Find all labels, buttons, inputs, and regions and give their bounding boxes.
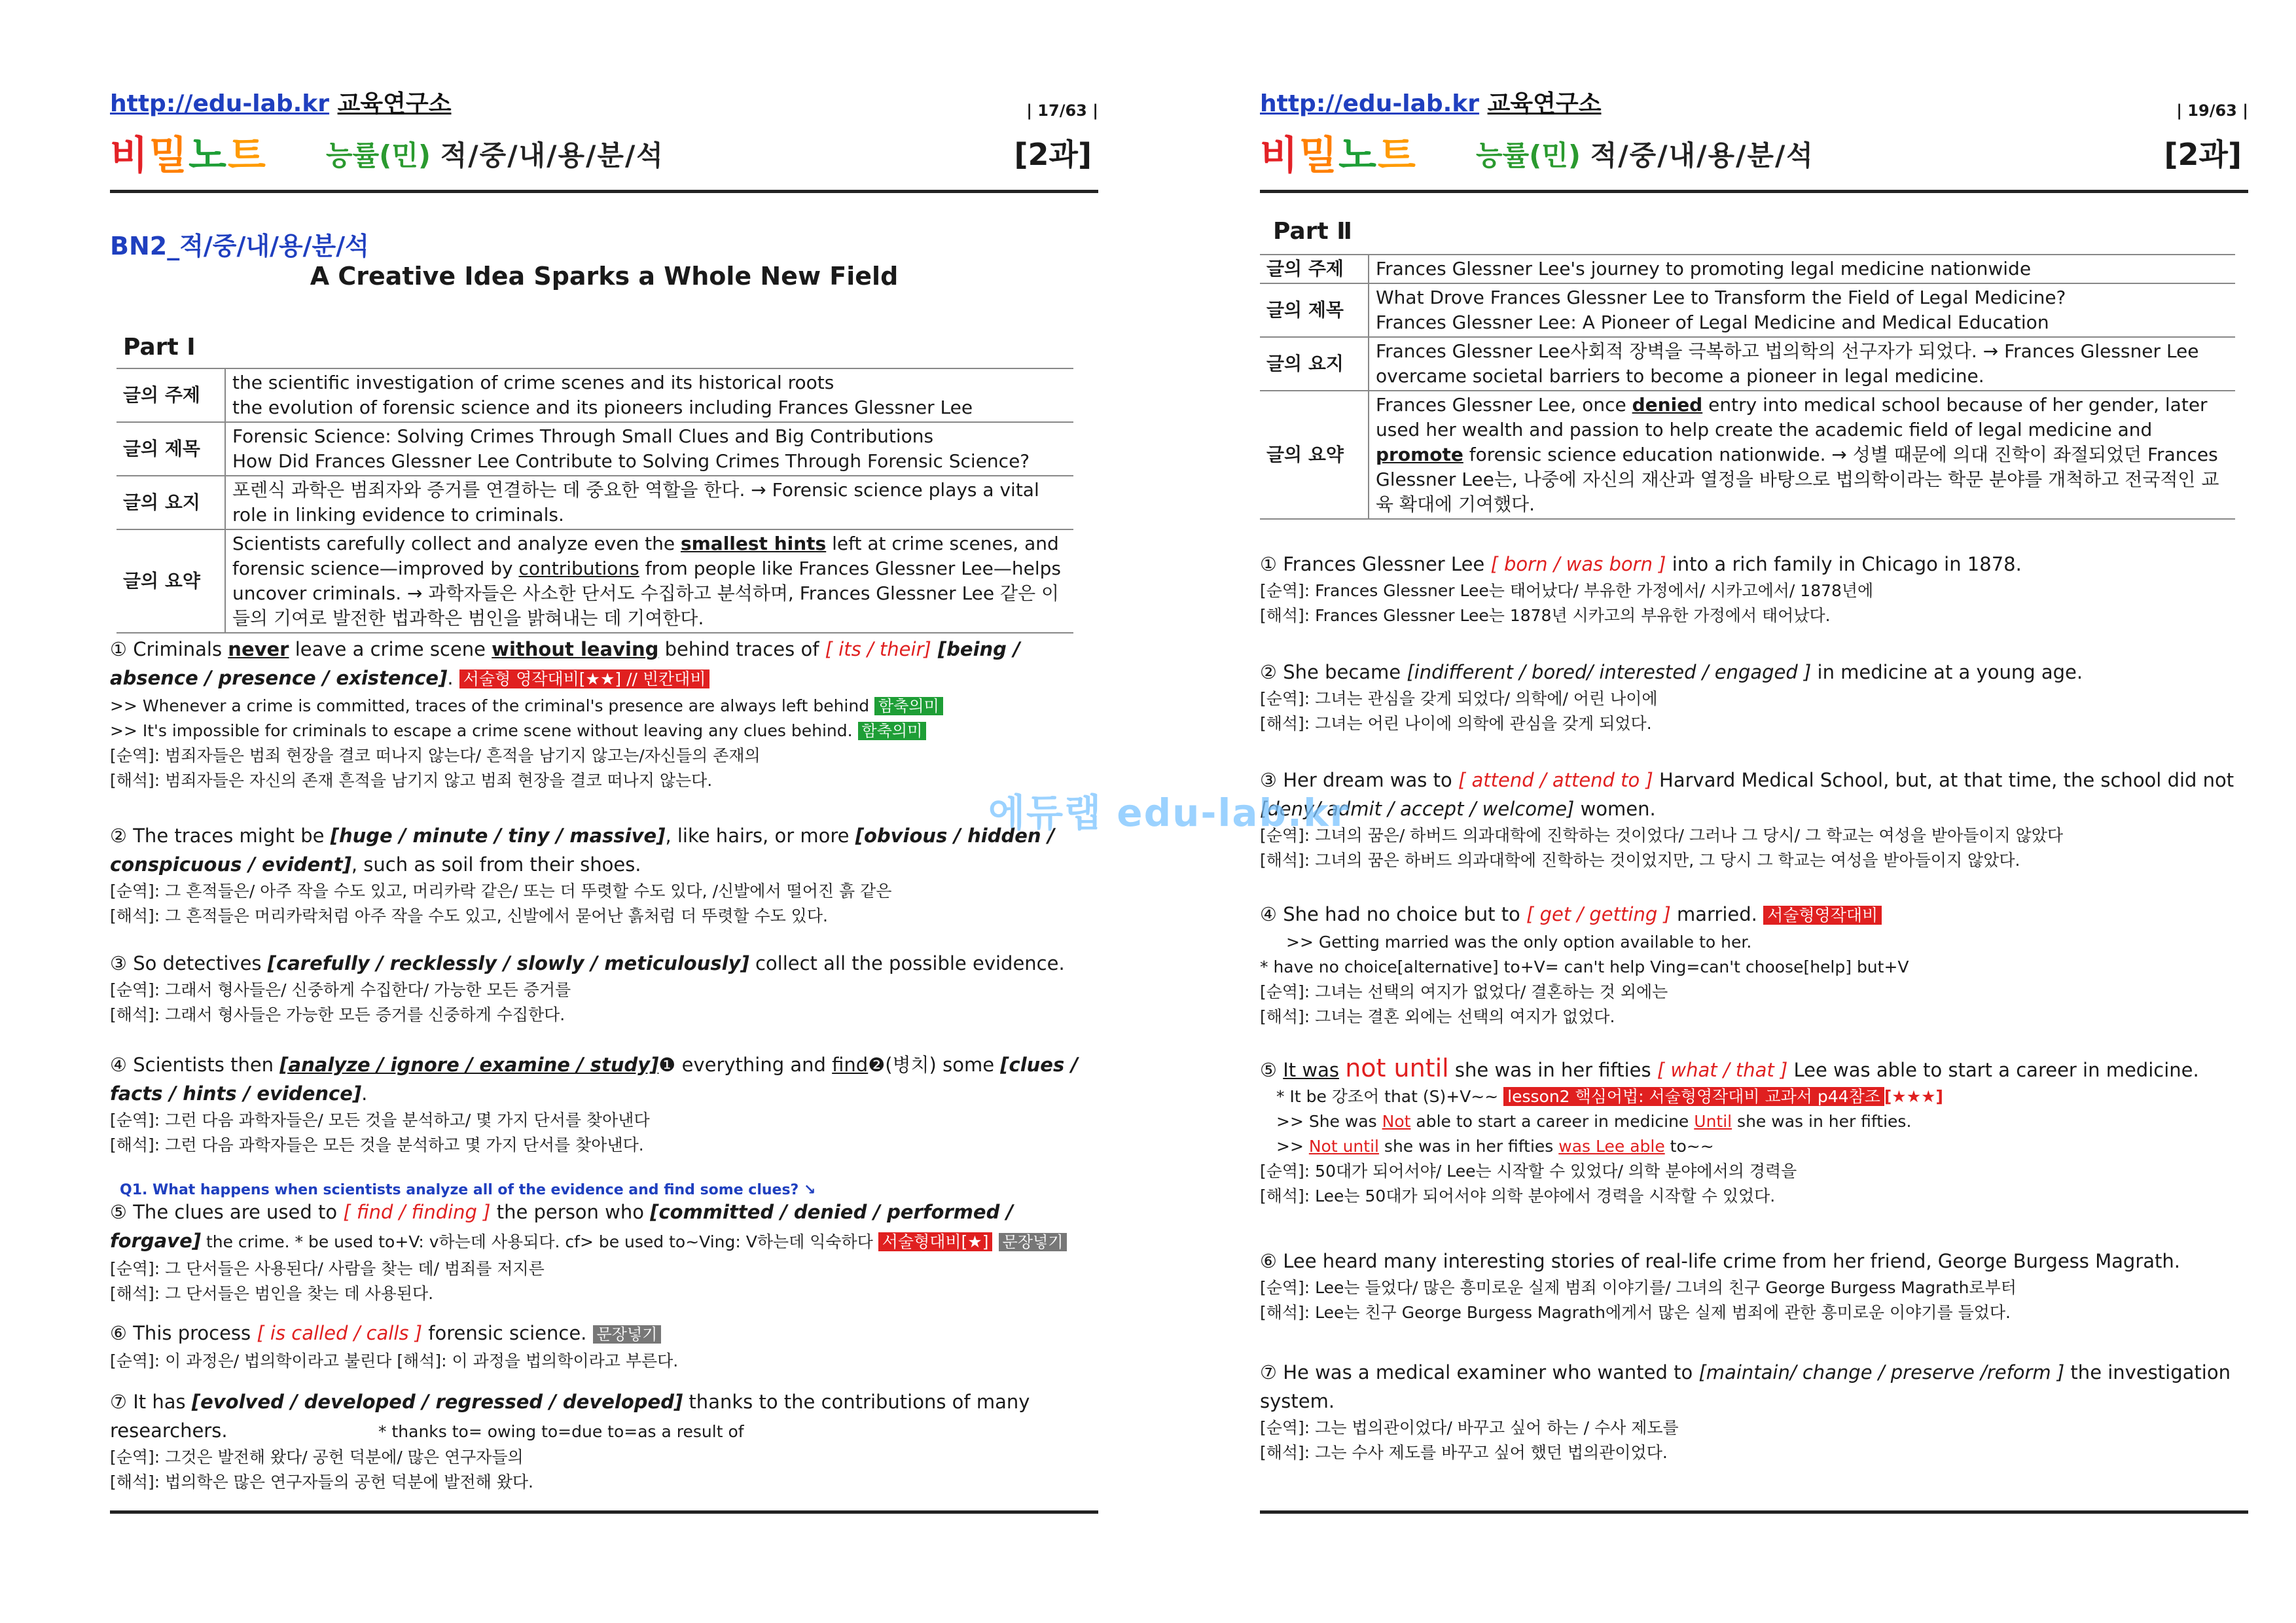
brand-logo bbox=[110, 124, 267, 181]
exam-tag: 서술형영작대비 bbox=[1763, 906, 1882, 925]
sentence-number: ① bbox=[1260, 553, 1277, 575]
row-label: 글의 제목 bbox=[1260, 283, 1369, 337]
choice-option: [ get / getting ] bbox=[1526, 903, 1671, 925]
sentence-1 bbox=[1260, 550, 2248, 628]
literal-translation: [순역]: 그 흔적들은/ 아주 작을 수도 있고, 머리카락 같은/ 또는 더 뚜렷할 수도 있다, /신발에서 떨어진 흙 같은 bbox=[110, 882, 892, 901]
note: to~~ bbox=[1664, 1137, 1714, 1156]
row-label: 글의 요약 bbox=[117, 529, 225, 633]
brand-char: 비 bbox=[1260, 133, 1299, 179]
subject-title bbox=[326, 134, 664, 173]
summary-keyword: smallest hints bbox=[680, 533, 827, 554]
site-link[interactable]: http://edu-lab.kr bbox=[1260, 90, 1480, 117]
right-page bbox=[1260, 0, 2248, 1571]
choice-option: [ its / their] bbox=[825, 638, 931, 660]
literal-translation: [순역]: 그녀의 꿈은/ 하버드 의과대학에 진학하는 것이었다/ 그러나 그 당시/ 그 학교는 여성을 받아들이지 않았다 bbox=[1260, 826, 2064, 845]
keyword: Not until bbox=[1308, 1137, 1379, 1156]
analysis-title: 적/중/내/용/분/석 bbox=[1590, 139, 1814, 171]
page-number: | 17/63 | bbox=[1026, 101, 1098, 120]
translation: [순역]: 이 과정은/ 법의학이라고 불린다 [해석]: 이 과정을 법의학이라고 부른다. bbox=[110, 1351, 679, 1370]
keyword: without leaving bbox=[492, 638, 659, 660]
sentence-number: ⑤ bbox=[110, 1201, 127, 1223]
row-label: 글의 요지 bbox=[117, 476, 225, 529]
sentence-4 bbox=[110, 1050, 1098, 1158]
brand-char: 노 bbox=[1338, 133, 1378, 179]
sentence-number: ⑥ bbox=[110, 1322, 127, 1344]
literal-translation: [순역]: 범죄자들은 범죄 현장을 결코 떠나지 않는다/ 흔적을 남기지 않고는/자신들의 존재의 bbox=[110, 746, 761, 765]
passage-title: A Creative Idea Sparks a Whole New Field bbox=[310, 262, 899, 291]
sentence-5 bbox=[1260, 1054, 2248, 1209]
row-label: 글의 제목 bbox=[117, 422, 225, 476]
choice-option: [indifferent / bored/ interested / engaged ] bbox=[1407, 661, 1812, 683]
sentence-number: ⑦ bbox=[110, 1391, 127, 1413]
row-value bbox=[1369, 283, 2235, 337]
literal-translation: [순역]: 50대가 되어서야/ Lee는 시작할 수 있었다/ 의학 분야에서의 경력을 bbox=[1260, 1162, 1797, 1181]
summary-row-summary bbox=[117, 529, 1073, 633]
brand-char: 비 bbox=[110, 133, 149, 179]
sentence-text: Frances Glessner Lee bbox=[1277, 553, 1491, 575]
note: she was in her fifties bbox=[1378, 1137, 1559, 1156]
note: >> bbox=[1276, 1137, 1309, 1156]
sentence-text: Harvard Medical School, but, at that time, the school did not bbox=[1653, 769, 2234, 791]
literal-translation: [순역]: Frances Glessner Lee는 태어났다/ 부유한 가정에서/ 시카고에서/ 1878년에 bbox=[1260, 581, 1874, 600]
exam-tag: 서술형 영작대비[★★] // 빈칸대비 bbox=[459, 669, 710, 688]
topic-line: the scientific investigation of crime scenes and its historical roots bbox=[232, 372, 834, 393]
sentence-7 bbox=[1260, 1358, 2248, 1465]
brand-char: 트 bbox=[227, 133, 267, 179]
sentence-number: ② bbox=[1260, 661, 1277, 683]
sentence-number: ④ bbox=[1260, 903, 1277, 925]
row-value bbox=[225, 529, 1073, 633]
choice-option: [obvious / hidden / conspicuous / evident] bbox=[110, 825, 1055, 876]
translation: [해석]: 그녀는 어린 나이에 의학에 관심을 갖게 되었다. bbox=[1260, 714, 1652, 733]
grammar-note: the crime. * be used to+V: v하는데 사용되다. cf> be used to~Ving: V하는데 익숙하다 bbox=[201, 1232, 878, 1251]
sentence-text: thanks to the contributions of many researchers. bbox=[110, 1391, 1030, 1442]
choice-option: [committed / denied / performed / forgave] bbox=[110, 1201, 1014, 1252]
sentence-text: She became bbox=[1277, 661, 1407, 683]
header-divider bbox=[1260, 190, 2248, 193]
sentence-text: She had no choice but to bbox=[1277, 903, 1527, 925]
translation: [해석]: 그는 수사 제도를 바꾸고 싶어 했던 법의관이었다. bbox=[1260, 1443, 1668, 1462]
sentence-3 bbox=[110, 949, 1098, 1027]
row-label: 글의 주제 bbox=[1260, 255, 1369, 283]
exam-tag: 서술형대비[★] bbox=[878, 1232, 993, 1251]
choice-option: [ find / finding ] bbox=[343, 1201, 491, 1223]
school-name: 능률(민) bbox=[1476, 139, 1581, 171]
choice-option: [ what / that ] bbox=[1657, 1059, 1788, 1081]
sentence-number: ① bbox=[110, 638, 127, 660]
note: she was in her fifties. bbox=[1732, 1112, 1912, 1131]
sentence-text: The clues are used to bbox=[127, 1201, 344, 1223]
choice-option: [ born / was born ] bbox=[1490, 553, 1666, 575]
sentence-text: everything and bbox=[675, 1054, 833, 1076]
brand-char: 노 bbox=[188, 133, 228, 179]
brand-logo bbox=[1260, 124, 1417, 181]
insertion-tag: 문장넣기 bbox=[593, 1325, 662, 1344]
summary-row-topic bbox=[117, 368, 1073, 422]
row-value: 포렌식 과학은 범죄자와 증거를 연결하는 데 중요한 역할을 한다. → Forensic science plays a vital role in linking evidence to criminals. bbox=[225, 476, 1073, 529]
sentence-text: , such as soil from their shoes. bbox=[351, 853, 641, 876]
keyword: It was bbox=[1283, 1059, 1339, 1081]
title-line: How Did Frances Glessner Lee Contribute to Solving Crimes Through Forensic Science? bbox=[232, 450, 1030, 472]
sentence-2 bbox=[1260, 658, 2248, 736]
sentence-3 bbox=[1260, 766, 2248, 873]
footer-divider bbox=[110, 1510, 1098, 1514]
note: >> She was bbox=[1276, 1112, 1382, 1131]
summary-text: forensic science education nationwide. → 성별 때문에 의대 진학이 좌절되었던 Frances Glessner Lee는, 나중에 자신의 재산과 열정을 바탕으로 법의학이라는 학문 분야를 개척하고 전국적인 교육 확대에 기여했다. bbox=[1376, 444, 2219, 515]
sentence-text: He was a medical examiner who wanted to bbox=[1277, 1361, 1699, 1383]
summary-table bbox=[1260, 254, 2235, 520]
note: >> Whenever a crime is committed, traces of the criminal's presence are always left behind bbox=[110, 696, 875, 715]
exam-tag: lesson2 핵심어법: 서술형영작대비 교과서 p44참조 bbox=[1503, 1087, 1884, 1106]
sentence-text: leave a crime scene bbox=[289, 638, 492, 660]
literal-translation: [순역]: 그런 다음 과학자들은/ 모든 것을 분석하고/ 몇 가지 단서를 찾아낸다 bbox=[110, 1111, 650, 1130]
keyword: Not bbox=[1382, 1112, 1411, 1131]
summary-keyword: denied bbox=[1632, 394, 1703, 416]
sentence-text: Scientists then bbox=[127, 1054, 280, 1076]
literal-translation: [순역]: 그래서 형사들은/ 신중하게 수집한다/ 가능한 모든 증거를 bbox=[110, 980, 571, 999]
analysis-title: 적/중/내/용/분/석 bbox=[440, 139, 664, 171]
sentence-text: Criminals bbox=[127, 638, 228, 660]
sentence-text: Lee was able to start a career in medicine. bbox=[1787, 1059, 2199, 1081]
sentence-text: Lee heard many interesting stories of real-life crime from her friend, George Burgess Magrath. bbox=[1277, 1250, 2180, 1272]
sentence-5 bbox=[110, 1198, 1098, 1306]
choice-option: [analyze / ignore / examine / study] bbox=[279, 1054, 659, 1076]
sentence-text: So detectives bbox=[127, 952, 268, 974]
row-value bbox=[225, 422, 1073, 476]
note: >> It's impossible for criminals to escape a crime scene without leaving any clues behind. bbox=[110, 721, 858, 740]
sentence-number: ③ bbox=[1260, 769, 1277, 791]
sentence-2 bbox=[110, 821, 1098, 929]
lesson-label: [2과] bbox=[1014, 137, 1092, 172]
literal-translation: [순역]: Lee는 들었다/ 많은 흥미로운 실제 범죄 이야기를/ 그녀의 친구 George Burgess Magrath로부터 bbox=[1260, 1278, 2017, 1297]
sentence-6 bbox=[110, 1319, 1098, 1374]
translation: [해석]: 그런 다음 과학자들은 모든 것을 분석하고 몇 가지 단서를 찾아낸다. bbox=[110, 1135, 644, 1154]
org-name: 교육연구소 bbox=[337, 90, 452, 117]
translation: [해석]: 그 단서들은 범인을 찾는 데 사용된다. bbox=[110, 1284, 434, 1303]
brand-char: 밀 bbox=[1299, 133, 1338, 179]
lesson-label: [2과] bbox=[2164, 137, 2242, 172]
row-value: Frances Glessner Lee's journey to promoting legal medicine nationwide bbox=[1369, 255, 2235, 283]
literal-translation: [순역]: 그녀는 선택의 여지가 없었다/ 결혼하는 것 외에는 bbox=[1260, 982, 1668, 1001]
implication-tag: 함축의미 bbox=[874, 697, 943, 715]
sentence-text: It has bbox=[127, 1391, 192, 1413]
translation: [해석]: 법의학은 많은 연구자들의 공헌 덕분에 발전해 왔다. bbox=[110, 1472, 533, 1491]
sentence-text: married. bbox=[1670, 903, 1764, 925]
row-label: 글의 요약 bbox=[1260, 391, 1369, 519]
note: able to start a career in medicine bbox=[1410, 1112, 1695, 1131]
keyword: never bbox=[228, 638, 289, 660]
choice-option: [ is called / calls ] bbox=[257, 1322, 423, 1344]
row-value bbox=[1369, 391, 2235, 519]
org-name: 교육연구소 bbox=[1487, 90, 1602, 117]
school-name: 능률(민) bbox=[326, 139, 431, 171]
sentence-text: into a rich family in Chicago in 1878. bbox=[1666, 553, 2022, 575]
header-url bbox=[110, 85, 451, 118]
translation: [해석]: 그녀의 꿈은 하버드 의과대학에 진학하는 것이었지만, 그 당시 그 학교는 여성을 받아들이지 않았다. bbox=[1260, 851, 2020, 870]
literal-translation: [순역]: 그는 법의관이었다/ 바꾸고 싶어 하는 / 수사 제도를 bbox=[1260, 1418, 1679, 1437]
choice-option: [clues / facts / hints / evidence] bbox=[110, 1054, 1078, 1105]
sentence-text: the person who bbox=[490, 1201, 651, 1223]
choice-option: [carefully / recklessly / slowly / meticulously] bbox=[267, 952, 749, 974]
topic-line: the evolution of forensic science and its pioneers including Frances Glessner Lee bbox=[232, 397, 973, 418]
row-label: 글의 주제 bbox=[117, 368, 225, 422]
row-value bbox=[225, 368, 1073, 422]
implication-tag: 함축의미 bbox=[858, 722, 927, 740]
translation: [해석]: Frances Glessner Lee는 1878년 시카고의 부유한 가정에서 태어났다. bbox=[1260, 606, 1831, 625]
sentence-text: she was in her fifties bbox=[1448, 1059, 1657, 1081]
sentence-text: forensic science. bbox=[422, 1322, 593, 1344]
choice-option: [huge / minute / tiny / massive] bbox=[330, 825, 666, 847]
sentence-text: women. bbox=[1574, 798, 1656, 820]
sentence-number: ③ bbox=[110, 952, 127, 974]
header-url bbox=[1260, 85, 1601, 118]
literal-translation: [순역]: 그녀는 관심을 갖게 되었다/ 의학에/ 어린 나이에 bbox=[1260, 689, 1658, 708]
page-number: | 19/63 | bbox=[2176, 101, 2248, 120]
sentence-number: ⑤ bbox=[1260, 1059, 1277, 1081]
note: >> Getting married was the only option available to her. bbox=[1286, 933, 1752, 952]
keyword: was Lee able bbox=[1558, 1137, 1665, 1156]
brand-char: 밀 bbox=[149, 133, 188, 179]
sentence-number: ② bbox=[110, 825, 127, 847]
title-line: What Drove Frances Glessner Lee to Transform the Field of Legal Medicine? bbox=[1376, 287, 2066, 308]
keyword: find bbox=[832, 1054, 869, 1076]
choice-option: [ attend / attend to ] bbox=[1458, 769, 1653, 791]
part-title: Part Ⅱ bbox=[1273, 218, 1352, 245]
watermark: 에듀랩 edu-lab.kr bbox=[988, 791, 1350, 835]
summary-text: from people like Frances Glessner Lee—helps uncover criminals. → 과학자들은 사소한 단서도 수집하고 분석하며, Frances Glessner Lee 같은 이들의 기여로 발전한 법과학은 범인을 밝혀내는 데 기여한다. bbox=[232, 558, 1061, 629]
grammar-note: * It be 강조어 that (S)+V~~ bbox=[1276, 1087, 1504, 1106]
summary-keyword: promote bbox=[1376, 444, 1463, 465]
sentence-6 bbox=[1260, 1247, 2248, 1325]
sentence-text: in medicine at a young age. bbox=[1811, 661, 2083, 683]
sentence-number: ④ bbox=[110, 1054, 127, 1076]
translation: [해석]: 그녀는 결혼 외에는 선택의 여지가 없었다. bbox=[1260, 1007, 1615, 1026]
sentence-text: This process bbox=[127, 1322, 257, 1344]
bn2-label: BN2_적/중/내/용/분/석 bbox=[110, 232, 369, 260]
grammar-note: * thanks to= owing to=due to=as a result of bbox=[378, 1422, 744, 1441]
importance-stars: [★★★] bbox=[1884, 1087, 1943, 1106]
site-link[interactable]: http://edu-lab.kr bbox=[110, 90, 330, 117]
title-line: Forensic Science: Solving Crimes Through Small Clues and Big Contributions bbox=[232, 425, 934, 447]
summary-row-gist bbox=[117, 476, 1073, 529]
summary-text: entry into medical school because of her gender, later used her wealth and passion to help create the academic field of legal medicine and bbox=[1376, 394, 2208, 440]
summary-row-summary bbox=[1260, 391, 2235, 519]
summary-text: Scientists carefully collect and analyze even the bbox=[232, 533, 681, 554]
summary-keyword: contributions bbox=[518, 558, 639, 579]
sentence-1 bbox=[110, 635, 1098, 793]
translation: [해석]: 그 흔적들은 머리카락처럼 아주 작을 수도 있고, 신발에서 묻어난 흙처럼 더 뚜렷할 수도 있다. bbox=[110, 906, 828, 925]
keyword: Until bbox=[1694, 1112, 1732, 1131]
sentence-4 bbox=[1260, 900, 2248, 1029]
parallel-marker: ❶ bbox=[658, 1054, 676, 1076]
grammar-note: * have no choice[alternative] to+V= can't help Ving=can't choose[help] but+V bbox=[1260, 957, 1909, 976]
brand-char: 트 bbox=[1377, 133, 1417, 179]
summary-row-title bbox=[1260, 283, 2235, 337]
question-text: Q1. What happens when scientists analyze all of the evidence and find some clues? ↘ bbox=[120, 1182, 816, 1198]
choice-option: [deny/ admit / accept / welcome] bbox=[1260, 798, 1575, 820]
choice-option: [being / absence / presence / existence] bbox=[110, 638, 1020, 689]
sentence-text: , like hairs, or more bbox=[665, 825, 855, 847]
sentence-text: Her dream was to bbox=[1277, 769, 1458, 791]
keyword: not until bbox=[1345, 1054, 1449, 1082]
summary-row-gist bbox=[1260, 337, 2235, 391]
summary-text: left at crime scenes, and forensic science—improved by bbox=[232, 533, 1059, 579]
sentence-number: ⑥ bbox=[1260, 1250, 1277, 1272]
left-page bbox=[110, 0, 1098, 1571]
subject-title bbox=[1476, 134, 1814, 173]
sentence-7 bbox=[110, 1387, 1098, 1495]
footer-divider bbox=[1260, 1510, 2248, 1514]
sentence-text: collect all the possible evidence. bbox=[749, 952, 1065, 974]
row-value: Frances Glessner Lee사회적 장벽을 극복하고 법의학의 선구자가 되었다. → Frances Glessner Lee overcame societal barriers to become a pioneer in legal medicine. bbox=[1369, 337, 2235, 391]
sentence-number: ⑦ bbox=[1260, 1361, 1277, 1383]
header-divider bbox=[110, 190, 1098, 193]
row-label: 글의 요지 bbox=[1260, 337, 1369, 391]
insertion-tag: 문장넣기 bbox=[999, 1233, 1067, 1251]
summary-row-topic bbox=[1260, 255, 2235, 283]
translation: [해석]: 범죄자들은 자신의 존재 흔적을 남기지 않고 범죄 현장을 결코 떠나지 않는다. bbox=[110, 771, 713, 790]
sentence-text: . bbox=[447, 667, 459, 689]
literal-translation: [순역]: 그것은 발전해 왔다/ 공헌 덕분에/ 많은 연구자들의 bbox=[110, 1448, 524, 1467]
translation: [해석]: 그래서 형사들은 가능한 모든 증거를 신중하게 수집한다. bbox=[110, 1005, 565, 1024]
sentence-text: . bbox=[361, 1082, 368, 1105]
part-title: Part Ⅰ bbox=[123, 334, 196, 361]
sentence-text: (병치) some bbox=[885, 1054, 1001, 1076]
parallel-marker: ❷ bbox=[868, 1054, 886, 1076]
summary-table bbox=[117, 368, 1073, 633]
summary-text: Frances Glessner Lee, once bbox=[1376, 394, 1632, 416]
translation: [해석]: Lee는 50대가 되어서야 의학 분야에서 경력을 시작할 수 있었다. bbox=[1260, 1186, 1776, 1205]
sentence-text: behind traces of bbox=[658, 638, 825, 660]
choice-option: [evolved / developed / regressed / developed] bbox=[191, 1391, 683, 1413]
sentence-text: The traces might be bbox=[127, 825, 331, 847]
translation: [해석]: Lee는 친구 George Burgess Magrath에게서 많은 실제 범죄에 관한 흥미로운 이야기를 들었다. bbox=[1260, 1303, 2011, 1322]
title-line: Frances Glessner Lee: A Pioneer of Legal Medicine and Medical Education bbox=[1376, 312, 2049, 333]
literal-translation: [순역]: 그 단서들은 사용된다/ 사람을 찾는 데/ 범죄를 저지른 bbox=[110, 1259, 545, 1278]
summary-row-title bbox=[117, 422, 1073, 476]
choice-option: [maintain/ change / preserve /reform ] bbox=[1698, 1361, 2065, 1383]
sentence-text: the investigation system. bbox=[1260, 1361, 2231, 1412]
